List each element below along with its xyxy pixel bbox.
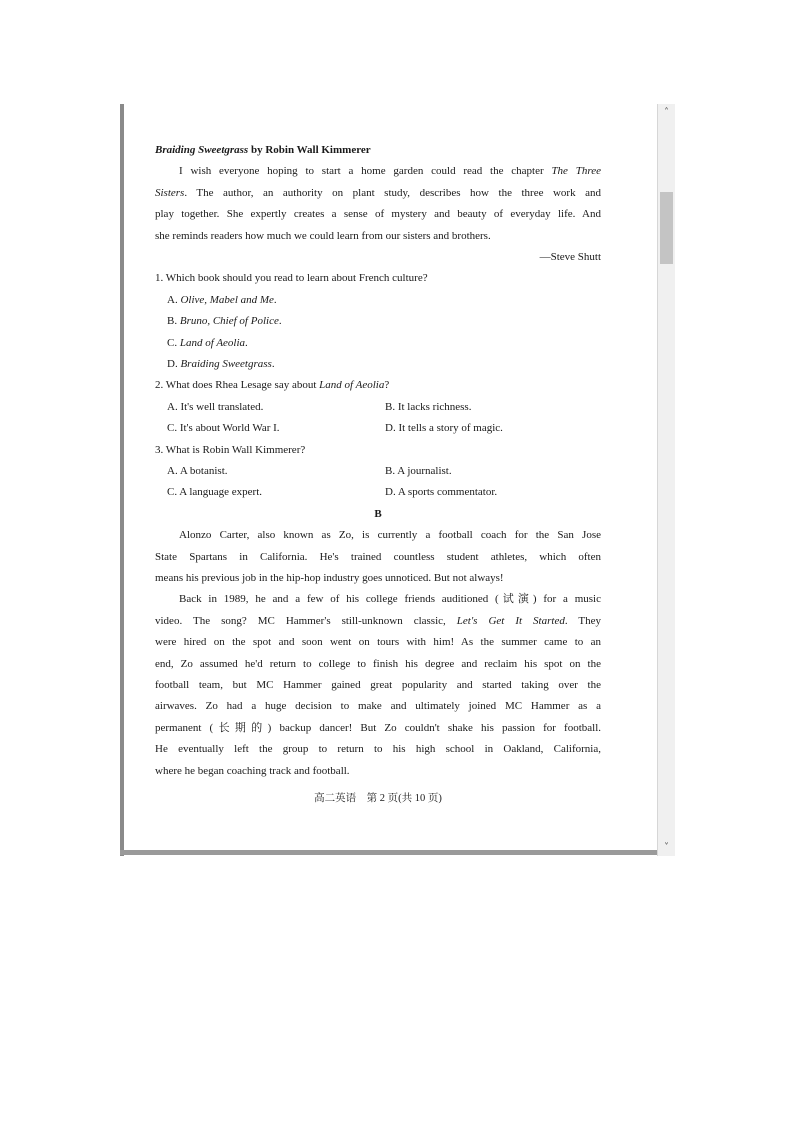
paragraph-line: where he began coaching track and football. — [155, 764, 350, 777]
viewer-left-border — [120, 104, 124, 856]
book-title: Braiding Sweetgrass — [155, 144, 249, 156]
option-a: A. It's well translated. — [167, 400, 264, 413]
option-a: A. Olive, Mabel and Me. — [167, 293, 277, 306]
book-heading — [155, 140, 601, 161]
option-row — [155, 418, 601, 439]
paragraph-line: were hired on the spot and soon went on tours with him! As the summer came to an — [155, 636, 601, 649]
paragraph-line: she reminds readers how much we could learn from our sisters and brothers. — [155, 229, 491, 242]
page-content — [155, 140, 601, 809]
section-heading: B — [374, 507, 382, 520]
book-byline: by Robin Wall Kimmerer — [248, 144, 371, 156]
option-row — [155, 461, 601, 482]
option-c: C. A language expert. — [167, 486, 263, 499]
option-d: D. A sports commentator. — [385, 486, 498, 499]
option-d: D. Braiding Sweetgrass. — [167, 358, 275, 371]
paragraph-line: Back in 1989, he and a few of his college friends auditioned (试演) for a music — [179, 593, 601, 606]
scroll-down-icon[interactable]: ˅ — [664, 842, 669, 853]
paragraph-line: play together. She expertly creates a sense of mystery and beauty of everyday life. And — [155, 208, 601, 221]
question-1: 1. Which book should you read to learn about French culture? — [155, 272, 428, 285]
viewer-bottom-border — [120, 850, 658, 855]
scroll-thumb[interactable] — [660, 192, 673, 264]
page-footer: 高二英语 第 2 页(共 10 页) — [314, 792, 442, 804]
document-viewer — [120, 104, 675, 856]
question-3: 3. What is Robin Wall Kimmerer? — [155, 443, 306, 456]
paragraph-line: He eventually left the group to return to his high school in Oakland, California, — [155, 743, 601, 756]
paragraph-line: means his previous job in the hip-hop industry goes unnoticed. But not always! — [155, 572, 504, 585]
option-b: B. A journalist. — [385, 465, 452, 478]
paragraph-line: football team, but MC Hammer gained great popularity and started taking over the — [155, 679, 601, 692]
paragraph-line: airwaves. Zo had a huge decision to make and ultimately joined MC Hammer as a — [155, 700, 601, 713]
paragraph-line: permanent (长期的) backup dancer! But Zo couldn't shake his passion for football. — [155, 721, 601, 734]
question-2: 2. What does Rhea Lesage say about Land of Aeolia? — [155, 379, 390, 392]
paragraph-line: Alonzo Carter, also known as Zo, is currently a football coach for the San Jose — [179, 529, 601, 542]
paragraph-line: Sisters. The author, an authority on plant study, describes how the three work and — [155, 186, 601, 199]
option-b: B. It lacks richness. — [385, 400, 472, 413]
option-row — [155, 397, 601, 418]
option-row — [155, 482, 601, 503]
paragraph-line: State Spartans in California. He's trained countless student athletes, which often — [155, 550, 601, 563]
option-c: C. It's about World War I. — [167, 422, 280, 435]
paragraph-line: end, Zo assumed he'd return to college to finish his degree and reclaim his spot on the — [155, 657, 601, 670]
option-a: A. A botanist. — [167, 465, 228, 478]
paragraph-line: video. The song? MC Hammer's still-unknown classic, Let's Get It Started. They — [155, 614, 601, 627]
scroll-up-icon[interactable]: ˄ — [664, 107, 669, 118]
option-d: D. It tells a story of magic. — [385, 422, 503, 435]
vertical-scrollbar[interactable] — [657, 104, 675, 856]
review-signature: —Steve Shutt — [539, 250, 601, 263]
option-c: C. Land of Aeolia. — [167, 336, 248, 349]
option-b: B. Bruno, Chief of Police. — [167, 315, 282, 328]
paragraph-line: I wish everyone hoping to start a home garden could read the chapter The Three — [179, 165, 601, 178]
